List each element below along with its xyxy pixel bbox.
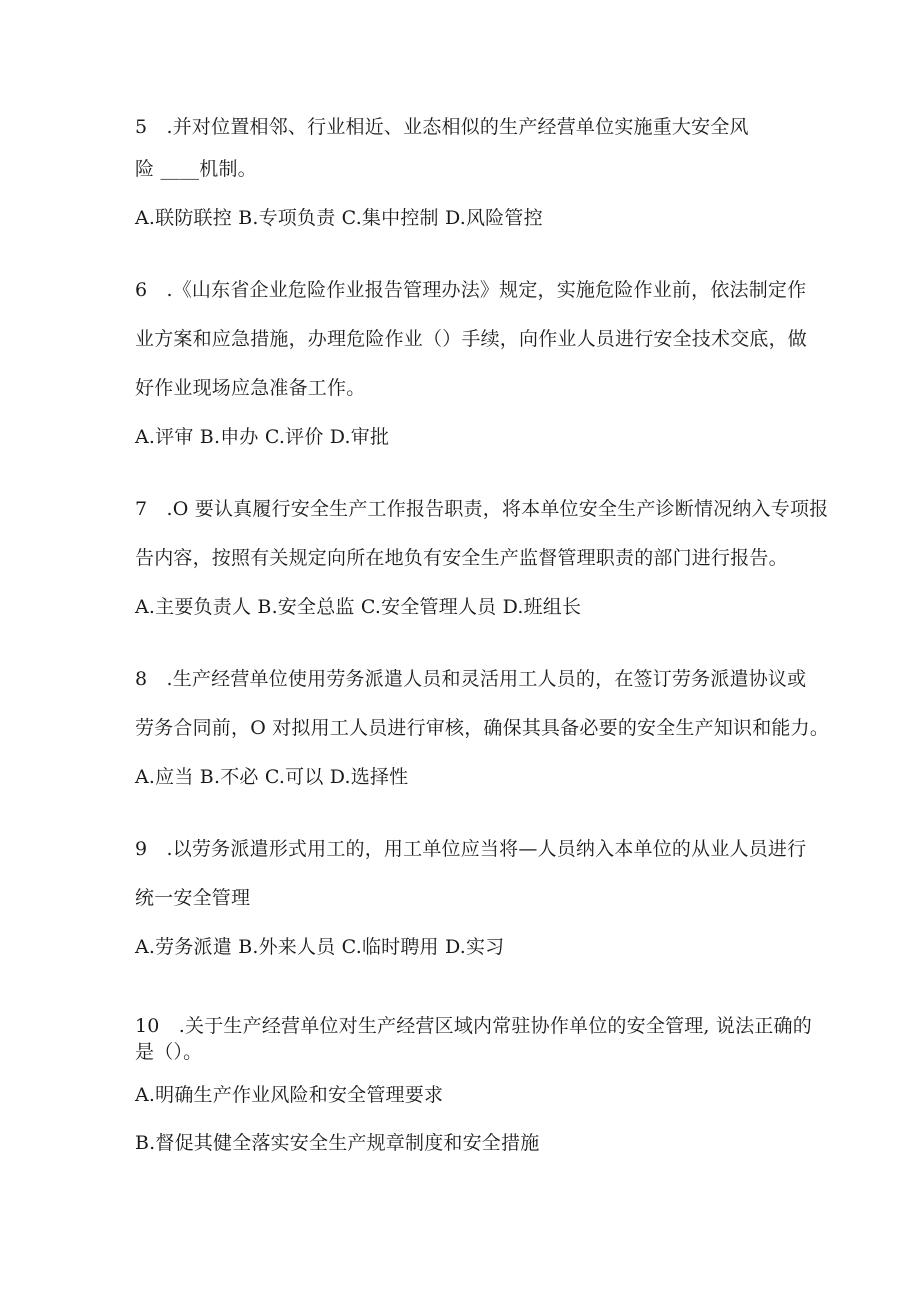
question-9-line-2: 统一安全管理	[135, 887, 251, 909]
question-9-options: A.劳务派遣 B.外来人员 C.临时聘用 D.实习	[135, 936, 505, 958]
question-8-line-2: 劳务合同前，O 对拟用工人员进行审核，确保其具备必要的安全生产知识和能力。	[135, 717, 830, 739]
question-6-line-3: 好作业现场应急准备工作。	[135, 377, 366, 399]
question-5-line-2: 险 ____机制。	[135, 158, 257, 180]
question-10-line-1: 10 .关于生产经营单位对生产经营区域内常驻协作单位的安全管理, 说法正确的	[135, 1015, 812, 1037]
question-6-line-2: 业方案和应急措施，办理危险作业（）手续，向作业人员进行安全技术交底，做	[135, 328, 808, 350]
question-7-line-2: 告内容，按照有关规定向所在地负有安全生产监督管理职责的部门进行报告。	[135, 547, 788, 569]
question-7-line-1: 7 .O 要认真履行安全生产工作报告职责，将本单位安全生产诊断情况纳入专项报	[135, 498, 829, 520]
question-7-options: A.主要负责人 B.安全总监 C.安全管理人员 D.班组长	[135, 596, 582, 618]
question-6-options: A.评审 B.申办 C.评价 D.审批	[135, 426, 390, 448]
question-5-options: A.联防联控 B.专项负责 C.集中控制 D.风险管控	[135, 207, 543, 229]
question-8-options: A.应当 B.不必 C.可以 D.选择性	[135, 766, 409, 788]
question-9-line-1: 9 .以劳务派遣形式用工的，用工单位应当将—人员纳入本单位的从业人员进行	[135, 838, 807, 860]
question-10-option-a: A.明确生产作业风险和安全管理要求	[135, 1084, 444, 1106]
question-5-line-1: 5 .并对位置相邻、行业相近、业态相似的生产经营单位实施重大安全风	[135, 116, 749, 138]
question-10-option-b: B.督促其健全落实安全生产规章制度和安全措施	[135, 1132, 540, 1154]
question-6-line-1: 6 .《山东省企业危险作业报告管理办法》规定，实施危险作业前，依法制定作	[135, 279, 807, 301]
question-8-line-1: 8 .生产经营单位使用劳务派遣人员和灵活用工人员的，在签订劳务派遣协议或	[135, 668, 807, 690]
question-10-line-2: 是（）。	[135, 1041, 203, 1063]
